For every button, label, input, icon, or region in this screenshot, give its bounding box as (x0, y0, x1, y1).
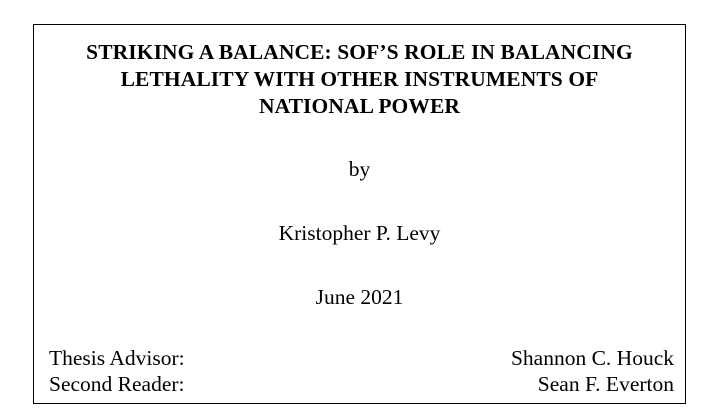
readers-block (49, 345, 674, 397)
thesis-title-line: STRIKING A BALANCE: SOF’S ROLE IN BALANCING (86, 40, 633, 64)
author-name: Kristopher P. Levy (278, 221, 441, 245)
title-page-frame (33, 24, 686, 404)
reader-role: Thesis Advisor: (49, 346, 185, 370)
thesis-title-line: NATIONAL POWER (258, 94, 461, 118)
by-label: by (348, 157, 371, 181)
publication-date: June 2021 (315, 285, 404, 309)
reader-name: Sean F. Everton (537, 372, 674, 396)
thesis-title (34, 39, 685, 120)
second-reader-row (49, 371, 674, 397)
reader-name: Shannon C. Houck (510, 346, 674, 370)
reader-role: Second Reader: (49, 372, 185, 396)
thesis-advisor-row (49, 345, 674, 371)
thesis-title-line: LETHALITY WITH OTHER INSTRUMENTS OF (120, 67, 599, 91)
